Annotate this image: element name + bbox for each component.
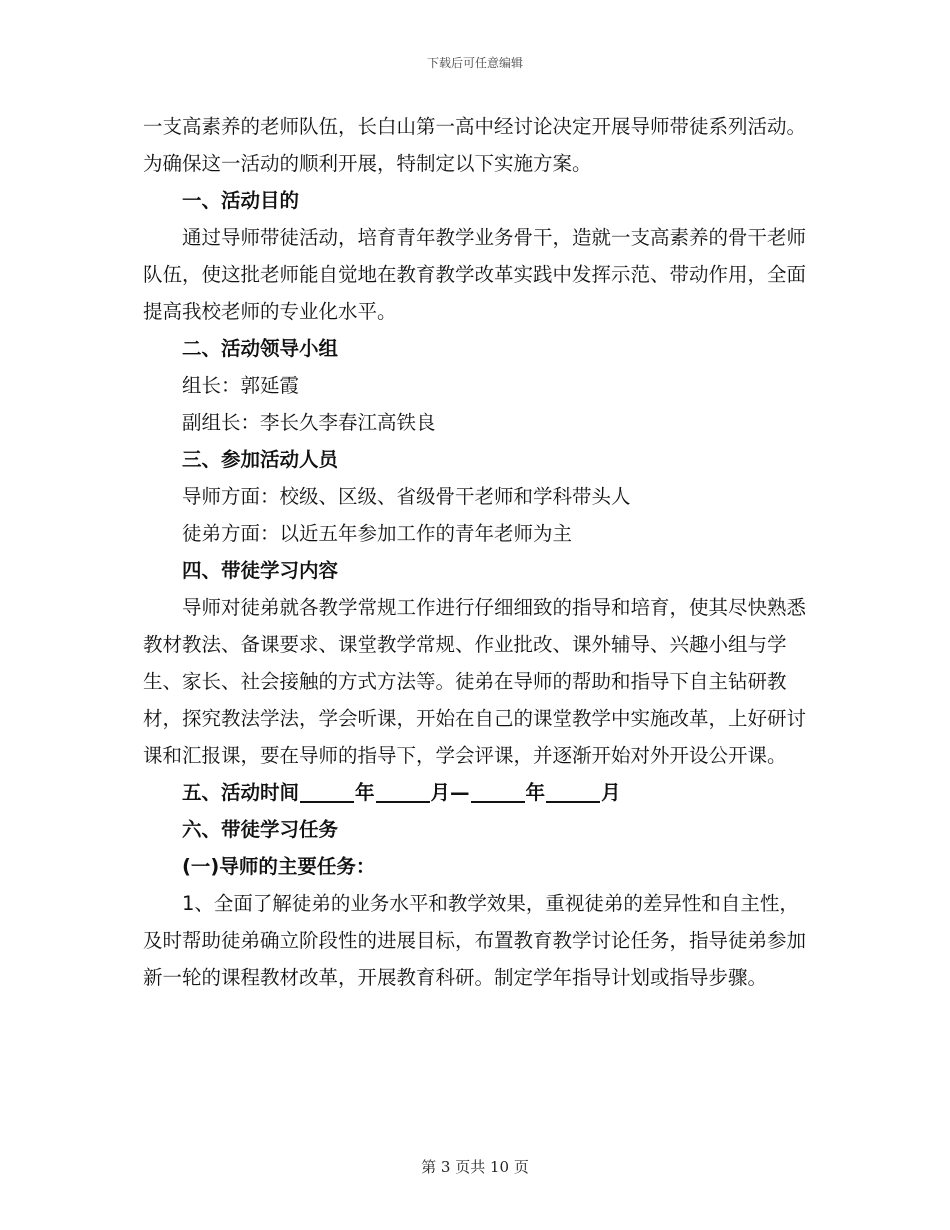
mentor-participants: 导师方面：校级、区级、省级骨干老师和学科带头人 — [182, 485, 631, 508]
section-1-heading: 一、活动目的 — [182, 189, 300, 212]
document-body — [143, 108, 808, 996]
deputy-leaders: 副组长：李长久李春江高铁良 — [182, 411, 436, 434]
page-footer: 第 3 页共 10 页 — [421, 1158, 529, 1176]
month-label-1: 月— — [430, 781, 470, 804]
start-month-blank — [376, 779, 430, 803]
apprentice-participants: 徒弟方面：以近五年参加工作的青年老师为主 — [182, 522, 573, 545]
start-year-blank — [300, 779, 354, 803]
section-3-heading: 三、参加活动人员 — [182, 448, 339, 471]
section-5-heading — [143, 774, 808, 811]
end-month-blank — [546, 779, 600, 803]
mentor-tasks-heading: (一)导师的主要任务： — [182, 855, 376, 878]
group-leader: 组长：郭延霞 — [182, 374, 300, 397]
year-label-2: 年 — [525, 781, 546, 804]
year-label-1: 年 — [355, 781, 375, 804]
end-year-blank — [471, 779, 525, 803]
section-4-heading: 四、带徒学习内容 — [182, 559, 339, 582]
section-1-text: 通过导师带徒活动，培育青年教学业务骨干，造就一支高素养的骨干老师队伍，使这批老师能自觉地在教育教学改革实践中发挥示范、带动作用，全面提高我校老师的专业化水平。 — [143, 226, 807, 323]
section-6-heading: 六、带徒学习任务 — [182, 818, 339, 841]
section-4-text: 导师对徒弟就各教学常规工作进行仔细细致的指导和培育，使其尽快熟悉教材教法、备课要求、课堂教学常规、作业批改、课外辅导、兴趣小组与学生、家长、社会接触的方式方法等。徒弟在导师的帮助和指导下自主钻研教材，探究教法学法，学会听课，开始在自己的课堂教学中实施改革，上好研讨课和汇报课，要在导师的指导下，学会评课，并逐渐开始对外开设公开课。 — [143, 596, 807, 767]
month-label-2: 月 — [601, 781, 621, 804]
mentor-task-1: 1、全面了解徒弟的业务水平和教学效果，重视徒弟的差异性和自主性，及时帮助徒弟确立阶段性的进展目标，布置教育教学讨论任务，指导徒弟参加新一轮的课程教材改革，开展教育科研。制定学年指导计划或指导步骤。 — [143, 892, 807, 989]
activity-time-label: 五、活动时间 — [182, 781, 300, 804]
section-2-heading: 二、活动领导小组 — [182, 337, 339, 360]
page-header: 下载后可任意编辑 — [426, 56, 523, 70]
intro-paragraph: 一支高素养的老师队伍，长白山第一高中经讨论决定开展导师带徒系列活动。为确保这一活动的顺利开展，特制定以下实施方案。 — [143, 115, 807, 175]
